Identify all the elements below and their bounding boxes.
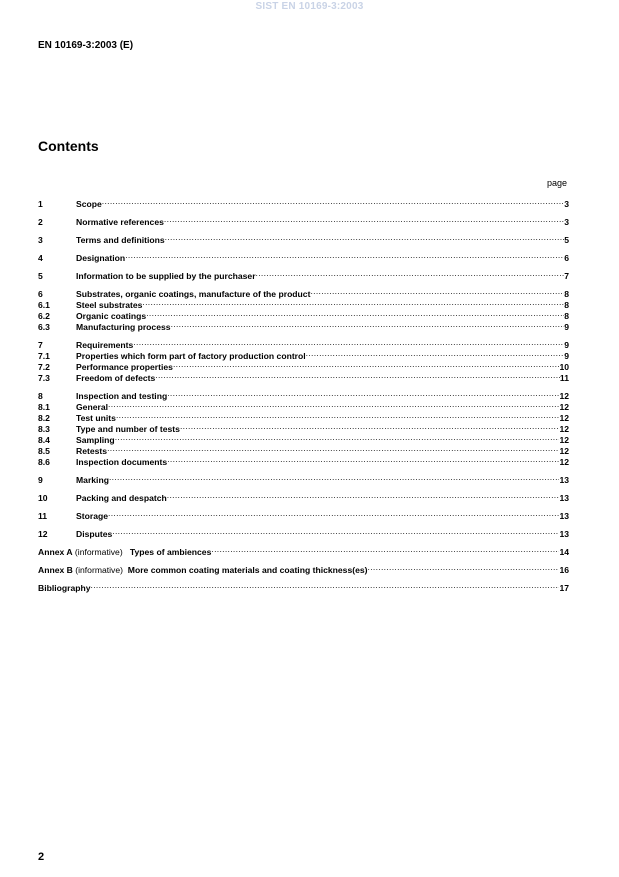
toc-entry-8[interactable] [38, 388, 569, 399]
toc-leader [102, 196, 564, 207]
toc-label: Inspection documents [76, 457, 168, 467]
toc-entry-8-1[interactable] [38, 399, 569, 410]
toc-page: 16 [559, 565, 569, 575]
toc-number: 10 [38, 493, 48, 503]
toc-number: 7.2 [38, 362, 50, 372]
toc-entry-5[interactable] [38, 268, 569, 279]
toc-leader [116, 410, 559, 421]
toc-page: 8 [564, 289, 569, 299]
toc-page: 9 [564, 322, 569, 332]
toc-label: Retests [76, 446, 108, 456]
toc-entry-8-2[interactable] [38, 410, 569, 421]
toc-leader [107, 443, 559, 454]
toc-leader [91, 580, 560, 591]
toc-label: Performance properties [76, 362, 173, 372]
toc-page: 7 [564, 271, 569, 281]
toc-page: 12 [559, 402, 569, 412]
toc-number: 3 [38, 235, 43, 245]
toc-entry-3[interactable] [38, 232, 569, 243]
toc-label: Bibliography [38, 583, 91, 593]
toc-label: Storage [76, 511, 108, 521]
toc-leader [167, 490, 560, 501]
toc-leader [133, 337, 564, 348]
toc-page: 14 [559, 547, 569, 557]
toc-number: 6.2 [38, 311, 50, 321]
toc-leader [142, 297, 564, 308]
toc-entry-8-3[interactable] [38, 421, 569, 432]
annex-qualifier: (informative) [72, 547, 123, 557]
toc-page: 13 [559, 493, 569, 503]
toc-page: 3 [564, 217, 569, 227]
toc-label: Inspection and testing [76, 391, 168, 401]
toc-label: Marking [76, 475, 109, 485]
toc-number: 8 [38, 391, 43, 401]
toc-label: Normative references [76, 217, 164, 227]
toc-number: 7 [38, 340, 43, 350]
toc-leader [211, 544, 559, 555]
document-id: EN 10169-3:2003 (E) [38, 40, 134, 51]
toc-label [38, 565, 368, 576]
toc-label: Information to be supplied by the purchaser [76, 271, 256, 281]
toc-entry-1[interactable] [38, 196, 569, 207]
toc-page: 11 [559, 373, 569, 383]
toc-number: 8.4 [38, 435, 50, 445]
toc-leader [155, 370, 560, 381]
toc-page: 5 [564, 235, 569, 245]
toc-label: Requirements [76, 340, 134, 350]
annex-qualifier: (informative) [72, 565, 123, 575]
toc-page: 12 [559, 435, 569, 445]
toc-leader [306, 348, 565, 359]
toc-number: 6 [38, 289, 43, 299]
toc-number: 8.1 [38, 402, 50, 412]
toc-page: 12 [559, 391, 569, 401]
toc-entry-bibliography[interactable] [38, 580, 569, 591]
toc-number: 8.3 [38, 424, 50, 434]
toc-entry-9[interactable] [38, 472, 569, 483]
toc-entry-8-5[interactable] [38, 443, 569, 454]
toc-number: 2 [38, 217, 43, 227]
toc-leader [167, 454, 559, 465]
toc-page: 8 [564, 311, 569, 321]
toc-number: 7.3 [38, 373, 50, 383]
table-of-contents [38, 193, 569, 591]
toc-number: 4 [38, 253, 43, 263]
toc-label: Organic coatings [76, 311, 147, 321]
toc-leader [164, 214, 564, 225]
toc-page: 12 [559, 457, 569, 467]
toc-label: Packing and despatch [76, 493, 167, 503]
toc-label: Sampling [76, 435, 115, 445]
toc-label: Freedom of defects [76, 373, 156, 383]
toc-label: Substrates, organic coatings, manufacture of the product [76, 289, 311, 299]
toc-number: 7.1 [38, 351, 50, 361]
toc-label: Manufacturing process [76, 322, 171, 332]
toc-leader [108, 399, 559, 410]
toc-page: 6 [564, 253, 569, 263]
page-number: 2 [38, 851, 45, 863]
toc-leader [180, 421, 560, 432]
page-column-label: page [546, 178, 567, 188]
toc-page: 10 [559, 362, 569, 372]
toc-page: 13 [559, 529, 569, 539]
toc-entry-8-4[interactable] [38, 432, 569, 443]
toc-label: Type and number of tests [76, 424, 180, 434]
toc-label: Steel substrates [76, 300, 143, 310]
annex-title: Types of ambiences [129, 547, 212, 557]
toc-number: 8.5 [38, 446, 50, 456]
toc-label: Designation [76, 253, 126, 263]
toc-entry-4[interactable] [38, 250, 569, 261]
toc-entry-annex-a[interactable] [38, 544, 569, 555]
toc-leader [115, 432, 560, 443]
toc-entry-12[interactable] [38, 526, 569, 537]
toc-leader [108, 508, 559, 519]
toc-entry-8-6[interactable] [38, 454, 569, 465]
annex-prefix: Annex A [38, 547, 73, 557]
toc-leader [167, 388, 559, 399]
toc-number: 8.2 [38, 413, 50, 423]
watermark: SIST EN 10169-3:2003 [255, 1, 364, 12]
toc-entry-7[interactable] [38, 337, 569, 348]
toc-leader [125, 250, 564, 261]
toc-page: 12 [559, 413, 569, 423]
toc-label [38, 547, 211, 558]
toc-number: 8.6 [38, 457, 50, 467]
toc-leader [256, 268, 565, 279]
toc-number: 6.1 [38, 300, 50, 310]
toc-entry-10[interactable] [38, 490, 569, 501]
toc-label: Test units [76, 413, 116, 423]
toc-leader [109, 472, 559, 483]
toc-page: 17 [559, 583, 569, 593]
toc-number: 11 [38, 511, 48, 521]
toc-number: 1 [38, 199, 43, 209]
toc-entry-11[interactable] [38, 508, 569, 519]
page-title: Contents [38, 138, 99, 154]
toc-leader [368, 562, 560, 573]
toc-leader [165, 232, 565, 243]
toc-page: 13 [559, 475, 569, 485]
toc-label: Terms and definitions [76, 235, 165, 245]
toc-page: 8 [564, 300, 569, 310]
toc-number: 6.3 [38, 322, 50, 332]
toc-label: Disputes [76, 529, 113, 539]
toc-page: 13 [559, 511, 569, 521]
toc-number: 9 [38, 475, 43, 485]
toc-number: 5 [38, 271, 43, 281]
toc-entry-6[interactable] [38, 286, 569, 297]
toc-page: 9 [564, 340, 569, 350]
toc-page: 9 [564, 351, 569, 361]
toc-leader [146, 308, 564, 319]
toc-page: 12 [559, 424, 569, 434]
toc-entry-2[interactable] [38, 214, 569, 225]
toc-number: 12 [38, 529, 48, 539]
toc-leader [112, 526, 559, 537]
toc-page: 12 [559, 446, 569, 456]
toc-page: 3 [564, 199, 569, 209]
toc-label: Properties which form part of factory production control [76, 351, 306, 361]
toc-label: General [76, 402, 109, 412]
toc-leader [171, 319, 565, 330]
annex-prefix: Annex B [38, 565, 73, 575]
toc-label: Scope [76, 199, 102, 209]
annex-title: More common coating materials and coating thickness(es) [127, 565, 368, 575]
toc-leader [310, 286, 564, 297]
toc-entry-annex-b[interactable] [38, 562, 569, 573]
toc-leader [173, 359, 559, 370]
